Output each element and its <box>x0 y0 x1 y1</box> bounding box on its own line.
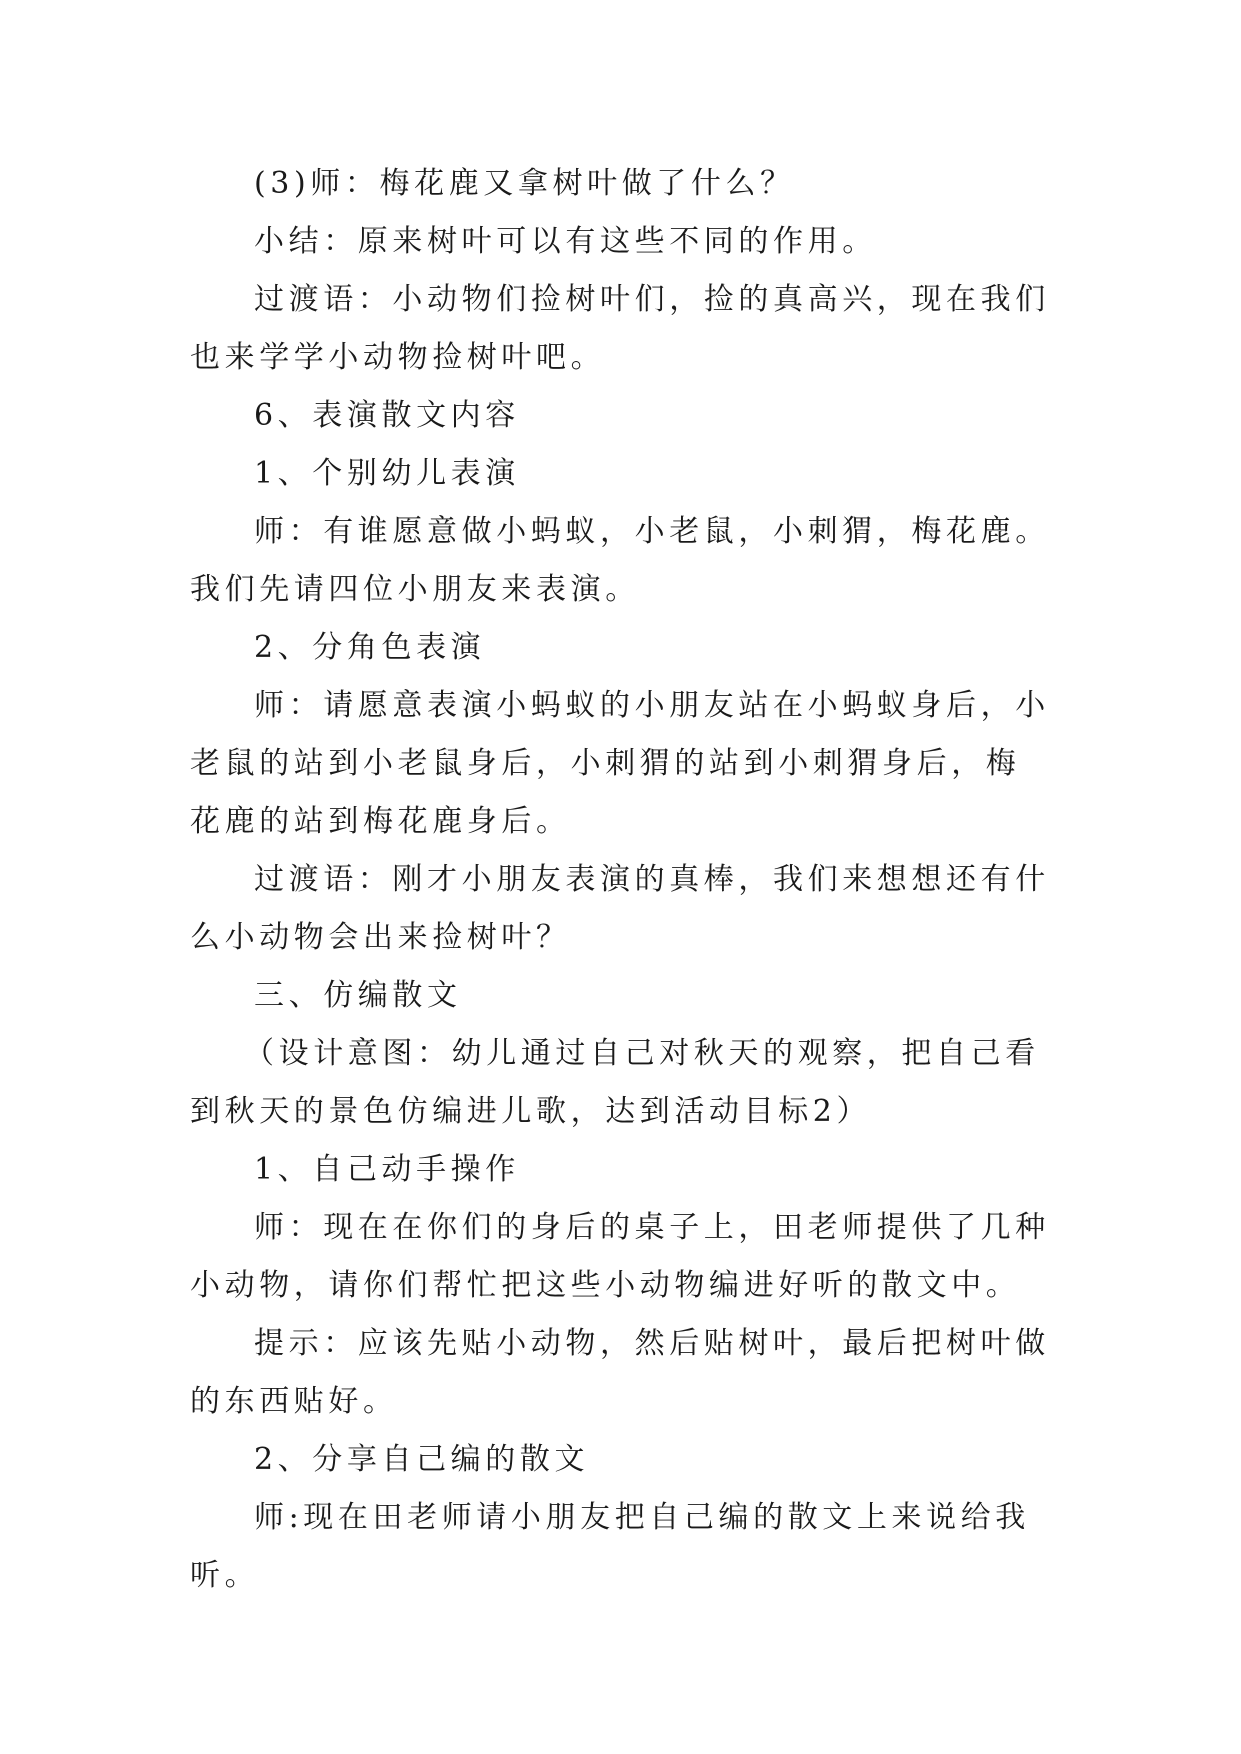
document-body <box>190 155 1050 1605</box>
paragraph-teacher-share: 师:现在田老师请小朋友把自己编的散文上来说给我听。 <box>190 1500 1030 1593</box>
paragraph-transition-2: 过渡语：刚才小朋友表演的真棒，我们来想想还有什么小动物会出来捡树叶？ <box>190 862 1050 955</box>
paragraph-hands-on: 1、自己动手操作 <box>254 1152 520 1187</box>
paragraph-teacher-role-instructions: 师：请愿意表演小蚂蚁的小朋友站在小蚂蚁身后，小老鼠的站到小老鼠身后，小刺猬的站到小刺猬身后，梅花鹿的站到梅花鹿身后。 <box>190 688 1050 839</box>
paragraph-share-heading: 2、分享自己编的散文 <box>254 1442 590 1477</box>
paragraph-teacher-question-deer: (3)师：梅花鹿又拿树叶做了什么？ <box>254 166 795 201</box>
paragraph-role-performance: 2、分角色表演 <box>254 630 486 665</box>
paragraph-section-3-heading: 三、仿编散文 <box>254 978 462 1013</box>
paragraph-teacher-materials: 师：现在在你们的身后的桌子上，田老师提供了几种小动物，请你们帮忙把这些小动物编进好听的散文中。 <box>190 1210 1050 1303</box>
paragraph-tip: 提示：应该先贴小动物，然后贴树叶，最后把树叶做的东西贴好。 <box>190 1326 1050 1419</box>
paragraph-summary: 小结：原来树叶可以有这些不同的作用。 <box>254 224 877 259</box>
paragraph-design-intent: （设计意图：幼儿通过自己对秋天的观察，把自己看到秋天的景色仿编进儿歌，达到活动目标2） <box>190 1036 1040 1129</box>
paragraph-teacher-who-wants: 师：有谁愿意做小蚂蚁，小老鼠，小刺猬，梅花鹿。我们先请四位小朋友来表演。 <box>190 514 1050 607</box>
paragraph-section-6-heading: 6、表演散文内容 <box>254 398 520 433</box>
paragraph-transition-1: 过渡语：小动物们捡树叶们，捡的真高兴，现在我们也来学学小动物捡树叶吧。 <box>190 282 1050 375</box>
paragraph-individual-performance: 1、个别幼儿表演 <box>254 456 520 491</box>
